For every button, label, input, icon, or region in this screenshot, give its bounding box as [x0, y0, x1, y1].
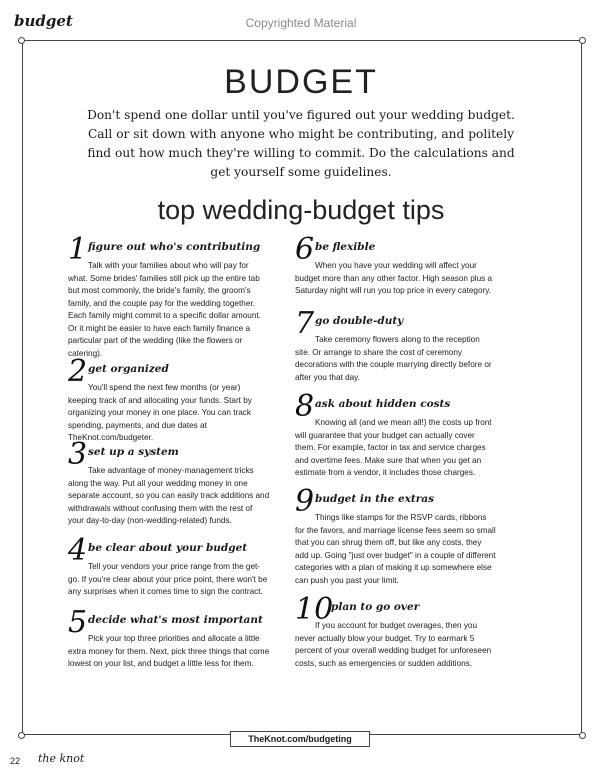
page-title: BUDGET [224, 63, 378, 101]
tip-body: If you account for budget overages, then you never actually blow your budget. Try to earmark 5 percent of your overall wedding budget for unforeseen costs, such as emergencies or sudden additions. [295, 621, 492, 668]
tip-number: 5 [68, 605, 88, 640]
tip-3 [68, 437, 270, 528]
tip-number: 2 [68, 354, 88, 389]
section-label: budget [14, 12, 73, 30]
tip-5 [68, 605, 270, 671]
tip-number: 8 [295, 389, 315, 424]
tip-8 [295, 389, 497, 480]
frame-ornament-icon [18, 37, 25, 44]
frame-ornament-icon [579, 732, 586, 739]
tip-number: 3 [68, 437, 88, 472]
tip-title: be clear about your budget [88, 542, 248, 554]
tip-title: plan to go over [331, 601, 420, 613]
tip-title: ask about hidden costs [315, 398, 451, 410]
tip-title: decide what's most important [88, 614, 263, 626]
tip-number: 9 [295, 484, 315, 519]
page-number: 22 [10, 756, 21, 766]
tip-body: Pick your top three priorities and allocate a little extra money for them. Next, pick three things that come lowest on your list, and budget a little less for them. [68, 634, 270, 668]
tip-10 [295, 592, 497, 670]
tip-body: Knowing all (and we mean all!) the costs up front will guarantee that your budget can actually cover them. For example, factor in tax and service charges and overtime fees. Make sure that when you get an estimate from a vendor, it includes those charges. [295, 418, 492, 477]
tip-2 [68, 354, 270, 445]
brand-logo: the knot [38, 752, 85, 765]
section-title: top wedding-budget tips [157, 195, 445, 225]
tip-title: go double-duty [315, 315, 404, 327]
tip-title: get organized [88, 363, 169, 375]
tip-number: 6 [295, 232, 315, 267]
tip-body: Take advantage of money-management tricks along the way. Put all your wedding money in one separate account, so you can easily track additions and withdrawals without confusing them with the rest of your day-to-day (non-wedding-related) funds. [68, 466, 270, 525]
tip-9 [295, 484, 497, 587]
tip-7 [295, 306, 497, 384]
footer-url-link[interactable]: TheKnot.com/budgeting [230, 731, 370, 747]
tip-6 [295, 232, 497, 298]
tip-number: 1 [68, 232, 88, 267]
tip-1 [68, 232, 270, 360]
tip-number: 10 [295, 592, 334, 627]
tip-body: Tell your vendors your price range from the get-go. If you're clear about your price point, there won't be any surprises when it comes time to sign the contract. [68, 562, 268, 596]
tip-body: Take ceremony flowers along to the reception site. Or arrange to share the cost of ceremony decorations with the couple marrying directly before or after you that day. [295, 335, 492, 382]
tip-title: budget in the extras [315, 493, 434, 505]
frame-ornament-icon [18, 732, 25, 739]
tip-number: 7 [295, 306, 315, 341]
tip-title: figure out who's contributing [88, 241, 261, 253]
frame-ornament-icon [579, 37, 586, 44]
tip-body: Talk with your families about who will pay for what. Some brides' families still pick up the entire tab but most commonly, the bride's family, the groom's family, and the couple pay for the wedding together. Each family might commit to a specific dollar amount. Or it might be easier to have each family finance a particular part of the wedding (like the flowers or catering). [68, 261, 261, 358]
tip-number: 4 [68, 533, 88, 568]
intro-paragraph: Don't spend one dollar until you've figured out your wedding budget. Call or sit down with anyone who might be contributing, and politely find out how much they're willing to commit. Do the calculations and get yourself some guidelines. [87, 108, 515, 179]
tip-title: be flexible [315, 241, 376, 253]
copyright-watermark: Copyrighted Material [245, 16, 357, 30]
tip-4 [68, 533, 270, 599]
tip-body: Things like stamps for the RSVP cards, ribbons for the favors, and marriage license fees seem so small that you can shrug them off, but like any costs, they add up. Going "just over budget" in a couple of different categories with a plan of making it up somewhere else can push you past your limit. [295, 513, 496, 585]
tip-body: You'll spend the next few months (or year) keeping track of and allocating your funds. Start by organizing your money in one place. You can track spending, payments, and due dates at TheKnot.com/budgeter. [68, 383, 252, 442]
tip-body: When you have your wedding will affect your budget more than any other factor. High season plus a Saturday night will run you top price in every category. [295, 261, 493, 295]
tip-title: set up a system [88, 446, 179, 458]
